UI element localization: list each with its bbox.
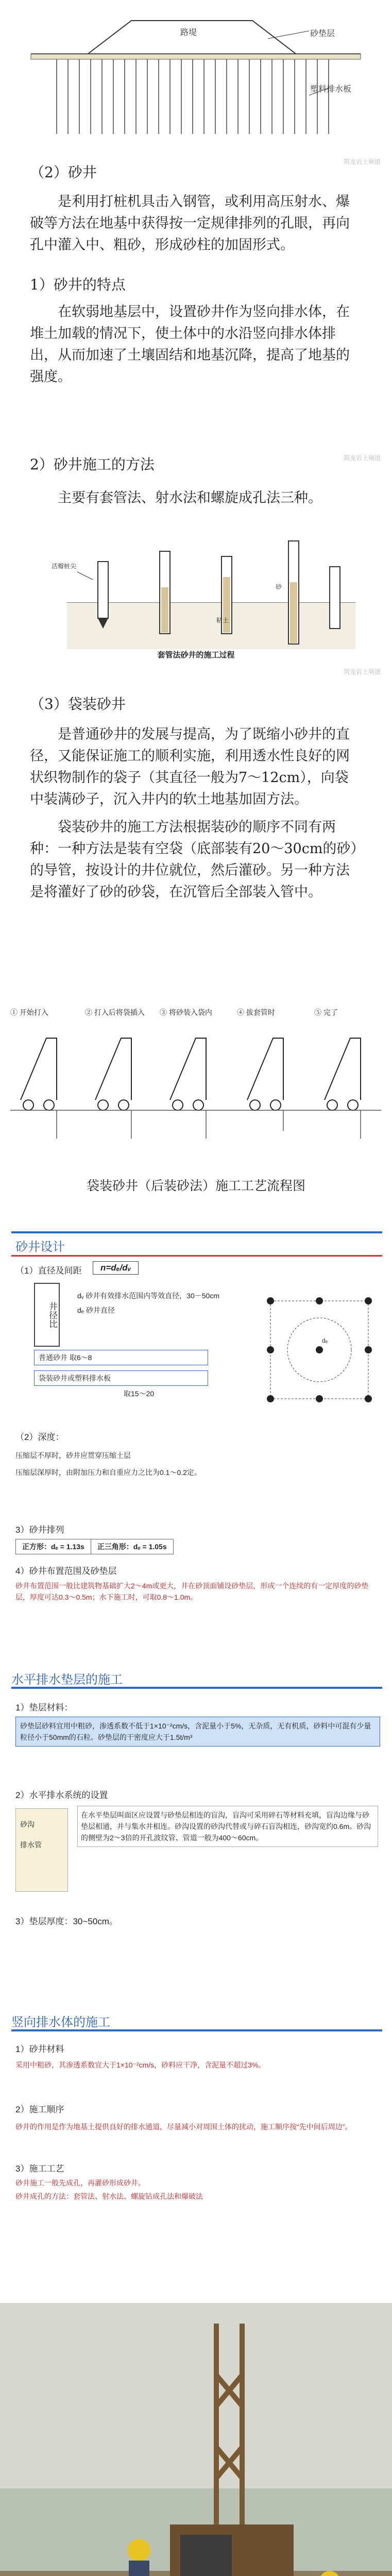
bagged-well: 袋装砂井或塑料排水板: [34, 1370, 208, 1386]
step-3: ③ 将砂装入袋内: [160, 1008, 212, 1016]
slide4-item3: 3）施工工艺: [15, 2164, 64, 2174]
label-embankment: 路堤: [180, 28, 197, 37]
slide-arrangement: [0, 1522, 392, 1636]
section-methods: [0, 453, 392, 509]
heading-sand-well: （2）砂井: [30, 164, 97, 181]
bagged-process-drawing: [0, 1028, 392, 1141]
heading-bagged: （3）袋装砂井: [30, 696, 126, 713]
slide4-title: 竖向排水体的施工: [11, 2015, 110, 2029]
well-material: 采用中粗砂，其渗透系数宜大于1×10⁻²cm/s，砂料应干净，含泥量不超过3%。: [15, 2061, 266, 2069]
material-text: 砂垫层砂料宜用中粗砂，渗透系数不低于1×10⁻²cm/s，含泥量小于5%，无杂质，无有机质，砂料中可混有少量粒径小于50mm的石粒。砂垫层的干密度应大于1.5t/m³: [15, 1717, 380, 1747]
features-text: 在软弱地基层中，设置砂井作为竖向排水体，在堆土加载的情况下，使土体中的水沿竖向排水体排出，从而加速了土壤固结和地基沉降，提高了地基的强度。: [30, 304, 350, 385]
slide1-title: 砂井设计: [15, 1240, 65, 1254]
slide3-item3: 3）垫层厚度：30~50cm。: [15, 1917, 118, 1926]
methods-text: 主要有套管法、射水法和螺旋成孔法三种。: [58, 490, 322, 506]
label-clay: 粘土: [216, 617, 229, 624]
section-bagged-sand-well: [0, 693, 392, 903]
figure-embankment: [0, 0, 392, 155]
circle-label: dₑ: [322, 1337, 328, 1344]
figure-bagged-process: [0, 1007, 392, 1162]
dw-desc: dᵥ 砂井有效排水范围内等效直径，30－50cm: [77, 1292, 219, 1300]
drain-diagram: [15, 1808, 68, 1892]
slide-vertical-drain: [0, 2012, 392, 2300]
depth-thin: 压缩层不厚时，砂井应贯穿压缩土层: [15, 1451, 131, 1460]
figure-casing-method: [0, 526, 392, 675]
slide2-item4: 4）砂井布置范围及砂垫层: [15, 1566, 117, 1576]
craft-line-2: 砂井成孔的方法：套管法、射水法、螺旋钻成孔法和爆破法: [15, 2192, 203, 2200]
photo-illustration: [0, 2303, 392, 2576]
photo-construction-site: [0, 2303, 392, 2576]
well-ratio-label: 井径比: [34, 1283, 60, 1347]
formula-triangle: 正三角形：dₑ = 1.05s: [97, 1543, 167, 1551]
watermark: 筑龙岩土频道: [343, 454, 381, 462]
depth-thick: 压缩层深厚时，由附加压力和自重应力之比为0.1～0.2定。: [15, 1468, 201, 1477]
step-4: ④ 拔套管时: [237, 1008, 275, 1016]
bagged-p1: 是普通砂井的发展与提高，为了既缩小砂井的直径，又能保证施工的顺利实施，利用透水性良好的网状织物制作的袋子（其直径一般为7～12cm），向袋中装满砂子，沉入井内的软土地基加固方法。: [30, 726, 350, 807]
slide3-item1: 1）垫层材料：: [15, 1703, 73, 1713]
bagged-process-caption: 袋装砂井（后装砂法）施工工艺流程图: [86, 1178, 305, 1193]
slide-horizontal-drain: [0, 1669, 392, 1978]
craft-line-1: 砂井施工一般先成孔，再灌砂形成砂井。: [15, 2179, 145, 2187]
formula-square: 正方形：dₑ = 1.13s: [16, 1539, 91, 1554]
slide4-item1: 1）砂井材料: [15, 2044, 64, 2054]
de-desc: dₑ 砂井直径: [77, 1306, 115, 1314]
formula-box: [15, 1539, 174, 1554]
label-valve-tip: 活瓣桩尖: [52, 563, 77, 570]
watermark: 筑龙岩土频道: [343, 668, 381, 675]
slide1-item1: （1）直径及间距: [15, 1266, 82, 1276]
layout-text: 在水平垫层叫面区应设置与砂垫层相连的盲沟，盲沟可采用碎石等材料充填，盲沟边缘与砂垫层相通，并与集水井相连。砂沟设置的砂沟代替或与碎石盲沟相连，砂沟宽约0.6m。砂沟的侧壁为2～3倍的开孔波纹管、管道一般为400～60cm。: [77, 1806, 378, 1847]
label-drain-board: 塑料排水板: [310, 85, 352, 94]
step-5: ⑤ 完了: [314, 1008, 338, 1016]
label-sand: 砂: [276, 583, 282, 590]
sand-well-intro: 是利用打桩机具击入钢管，或利用高压射水、爆破等方法在地基中获得按一定规律排列的孔眼，再向孔中灌入中、粗砂，形成砂柱的加固形式。: [30, 194, 350, 253]
casing-method-caption: 套管法砂井的施工过程: [157, 651, 235, 659]
construction-order: 砂井的作用是作为地基土提供良好的排水通道，尽量减小对周围土体的扰动，施工顺序按“先中间后周边”。: [15, 2123, 352, 2131]
bagged-well-value: 取15～20: [124, 1389, 155, 1398]
label-sand-layer: 砂垫层: [310, 29, 335, 38]
slide3-item2: 2）水平排水系统的设置: [15, 1790, 108, 1800]
watermark: 筑龙岩土频道: [343, 158, 381, 165]
slide4-item2: 2）施工顺序: [15, 2105, 64, 2114]
arrangement-text: 砂井布置范围一般比建筑物基础扩大2～4m或更大，井在砂顶面铺设砂垫层，形成一个连续的有一定厚度的砂垫层，厚度可达0.3～0.5m；水下施工时，可取0.8～1.0m。: [15, 1582, 369, 1601]
slide1-item2: （2）深度：: [15, 1432, 64, 1442]
bagged-p2: 袋装砂井的施工方法根据装砂的顺序不同有两种：一种方法是装有空袋（底部装有20～30cm的砂）的导管，按设计的井位就位，然后灌砂。另一种方法是将灌好了砂的砂袋，在沉管后全部装入管中。: [30, 819, 357, 900]
well-layout-diagram: [260, 1291, 379, 1409]
ratio-formula: n=dₑ/dᵥ: [93, 1261, 139, 1275]
side-label-1: 砂沟: [20, 1820, 35, 1828]
step-2: ② 打入后将袋插入: [85, 1008, 145, 1016]
normal-well: 普通砂井 取6～8: [34, 1350, 208, 1365]
step-1: ① 开始打入: [10, 1008, 48, 1016]
slide2-title: 3）砂井排列: [15, 1525, 64, 1535]
side-label-2: 排水管: [20, 1841, 42, 1849]
heading-methods: 2）砂井施工的方法: [30, 456, 155, 473]
heading-features: 1）砂井的特点: [30, 276, 126, 293]
slide-sand-well-design: [0, 1231, 392, 1510]
embankment-drawing: [0, 0, 392, 155]
section-sand-well: [0, 157, 392, 388]
slide3-title: 水平排水垫层的施工: [11, 1673, 123, 1687]
